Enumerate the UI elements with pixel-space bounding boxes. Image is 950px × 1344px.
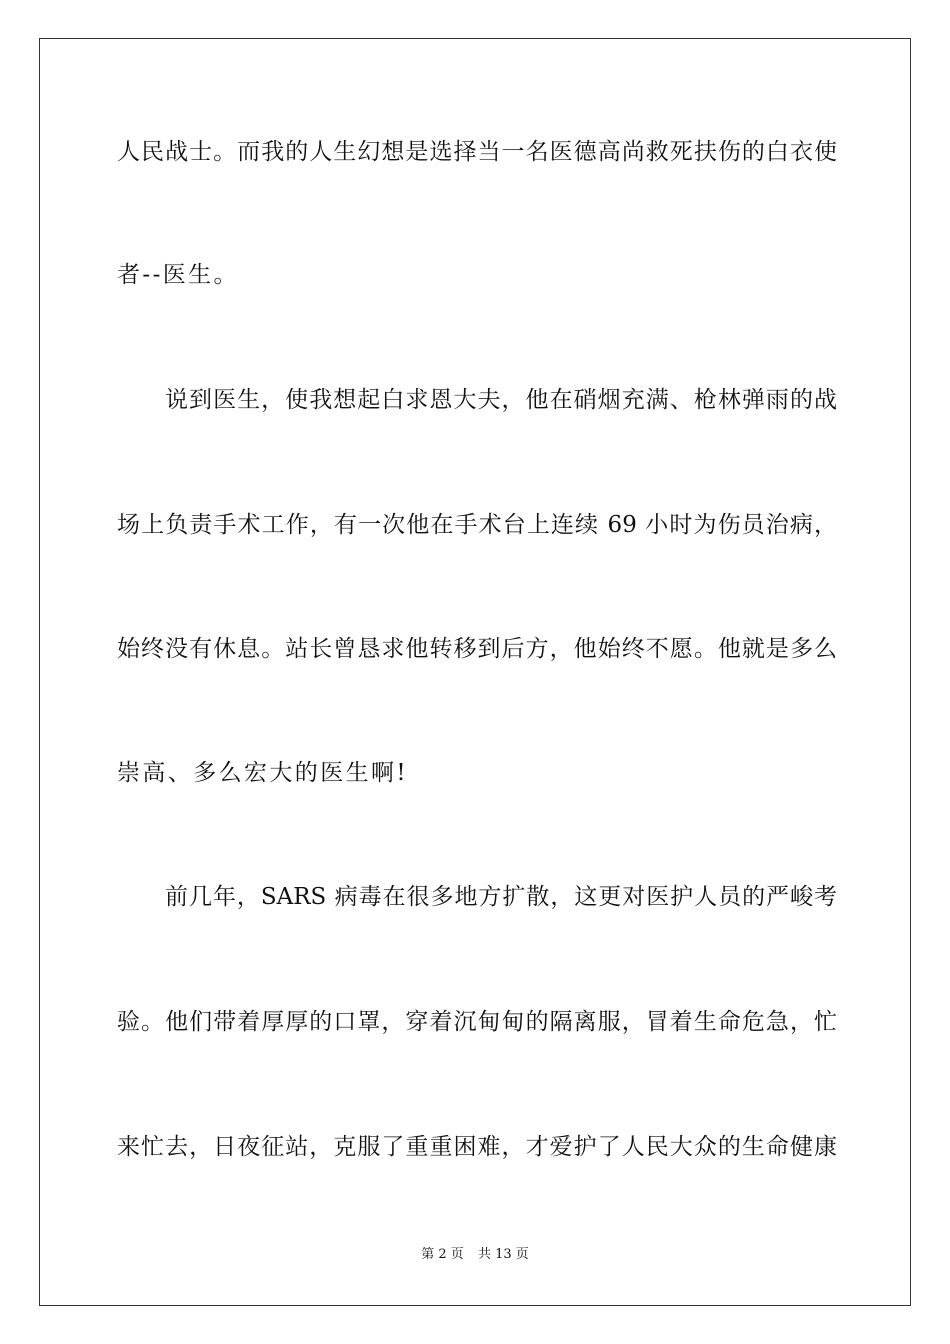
page-frame	[39, 38, 911, 1306]
text-line-5: 始终没有休息。站长曾恳求他转移到后方，他始终不愿。他就是多么	[117, 636, 837, 662]
text-line-6: 崇高、多么宏大的医生啊!	[117, 760, 409, 786]
page-footer	[0, 1247, 950, 1263]
text-line-8: 验。他们带着厚厚的口罩，穿着沉甸甸的隔离服，冒着生命危急，忙	[117, 1009, 837, 1035]
page-total: 共 13 页	[477, 1247, 529, 1262]
text-line-4: 场上负责手术工作，有一次他在手术台上连续 69 小时为伤员治病，	[117, 512, 837, 538]
text-line-7: 前几年，SARS 病毒在很多地方扩散，这更对医护人员的严峻考	[165, 884, 837, 910]
text-line-2: 者--医生。	[117, 262, 239, 288]
page-number: 第 2 页	[421, 1247, 464, 1262]
text-line-1: 人民战士。而我的人生幻想是选择当一名医德高尚救死扶伤的白衣使	[117, 139, 837, 165]
text-line-3: 说到医生，使我想起白求恩大夫，他在硝烟充满、枪林弹雨的战	[165, 387, 837, 413]
text-line-9: 来忙去，日夜征站，克服了重重困难，才爱护了人民大众的生命健康	[117, 1134, 837, 1160]
